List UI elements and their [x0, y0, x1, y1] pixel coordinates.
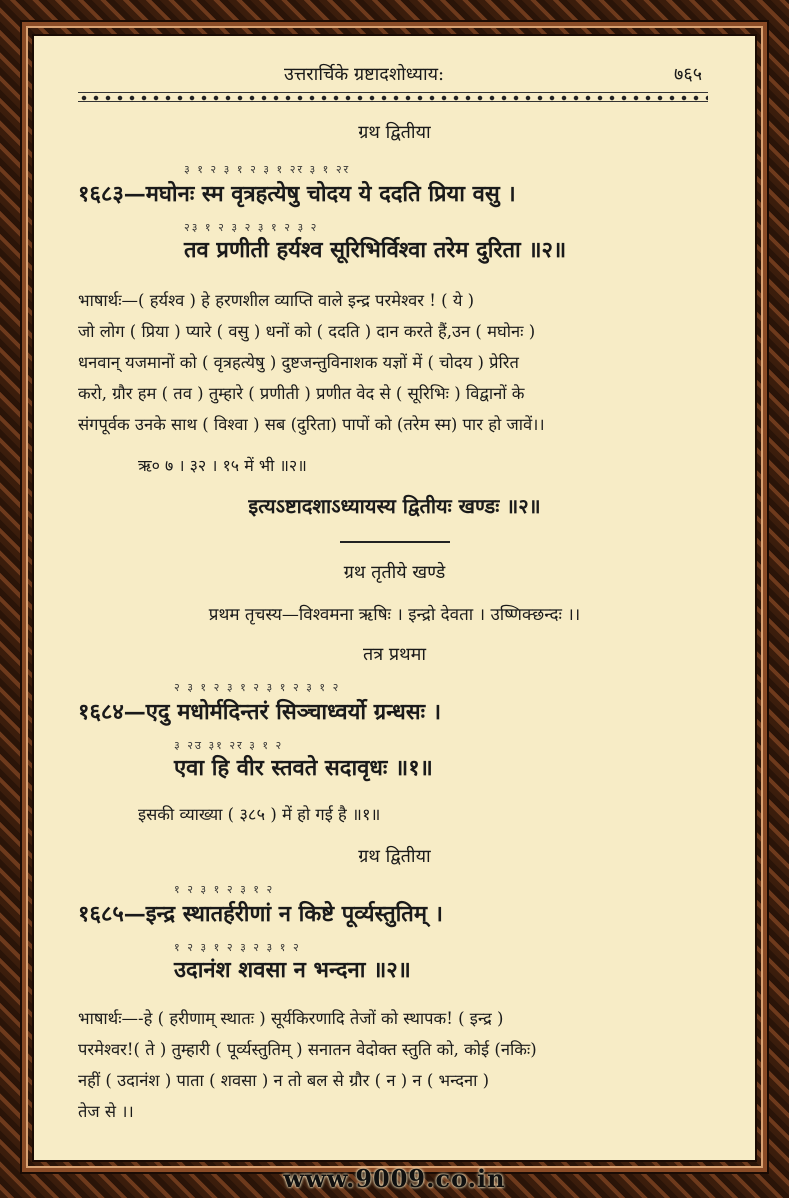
bhashya-3-line-3: नहीं ( उदानंश ) पाता ( शवसा ) न तो बल से ग्रौर ( न ) न ( भन्दना )	[78, 1071, 490, 1090]
mantra-1684-line-1: १६८४—एदु मधोर्मदिन्तरं सिञ्चाध्वर्यो ग्रन्धसः ।	[78, 699, 442, 725]
page-number: ७६५	[674, 64, 703, 85]
section3-svara-2: १ २ ३ १ २ ३ २ ३ १ २	[174, 941, 301, 954]
section2-intro: प्रथम तृचस्य—विश्वमना ऋषिः । इन्द्रो देवता । उष्णिक्छन्दः ।।	[208, 605, 581, 625]
book-page	[34, 36, 755, 1160]
section2-subheading: तत्र प्रथमा	[362, 644, 427, 665]
bhashya-1-line-1: भाषार्थः—( हर्यश्व ) हे हरणशील व्याप्ति वाले इन्द्र परमेश्वर ! ( ये )	[78, 291, 475, 310]
bhashya-3-line-4: तेज से ।।	[78, 1102, 134, 1121]
bhashya-3-line-1: भाषार्थः—-हे ( हरीणाम् स्थातः ) सूर्यकिरणादि तेजों को स्थापक! ( इन्द्र )	[78, 1009, 504, 1028]
section2-svara-2: ३ २उ ३१ २र ३ १ २	[174, 739, 284, 752]
mantra-1684-line-2: एवा हि वीर स्तवते सदावृधः ॥१॥	[174, 755, 433, 781]
mantra-1685-line-2: उदानंश शवसा न भन्दना ॥२॥	[174, 957, 411, 983]
section2-svara-1: २ ३ १ २ ३ १ २ ३ १ २ ३ १ २	[174, 681, 341, 694]
section1-heading: ग्रथ द्वितीया	[358, 122, 431, 143]
bhashya-1-line-3: धनवान् यजमानों को ( वृत्रहत्येषु ) दुष्टजन्तुविनाशक यज्ञों में ( चोदय ) प्रेरित	[78, 353, 519, 372]
mantra-1683-line-2: तव प्रणीती हर्यश्व सूरिभिर्विश्वा तरेम दुरिता ॥२॥	[184, 237, 567, 263]
section2-note: इसकी व्याख्या ( ३८५ ) में हो गई है ॥१॥	[138, 805, 381, 824]
bhashya-1-line-5: संगपूर्वक उनके साथ ( विश्वा ) सब (दुरिता) पापों को (तरेम स्म) पार हो जावें।।	[78, 415, 545, 434]
rigveda-reference: ऋ० ७ । ३२ । १५ में भी ॥२॥	[138, 456, 307, 475]
mantra-1685-line-1: १६८५—इन्द्र स्थातर्हरीणां न किष्टे पूर्व्यस्तुतिम् ।	[78, 901, 443, 927]
mantra-1683-line-1: १६८३—मघोनः स्म वृत्रहत्येषु चोदय ये ददति प्रिया वसु ।	[78, 181, 516, 207]
khanda-closing: इत्यऽष्टादशाऽध्यायस्य द्वितीयः खण्डः ॥२॥	[248, 494, 541, 518]
header-ornament-rule	[78, 92, 708, 102]
running-header-title: उत्तरार्चिके ग्रष्टादशोध्याय:	[284, 64, 445, 85]
section-separator	[340, 541, 450, 543]
section3-svara-1: १ २ ३ १ २ ३ १ २	[174, 883, 275, 896]
section1-svara-2: २३ १ २ ३ २ ३ १ २ ३ २	[184, 221, 319, 234]
section1-svara-1: ३ १ २ ३ १ २ ३ १ २र ३ १ २र	[184, 163, 351, 176]
bhashya-1-line-4: करो, ग्रौर हम ( तव ) तुम्हारे ( प्रणीती ) प्रणीत वेद से ( सूरिभिः ) विद्वानों के	[78, 384, 525, 403]
bhashya-3-line-2: परमेश्वर!( ते ) तुम्हारी ( पूर्व्यस्तुतिम् ) सनातन वेदोक्त स्तुति को, कोई (नकिः)	[78, 1040, 537, 1059]
section2-heading: ग्रथ तृतीये खण्डे	[343, 562, 446, 583]
section3-heading: ग्रथ द्वितीया	[358, 846, 431, 867]
bhashya-1-line-2: जो लोग ( प्रिया ) प्यारे ( वसु ) धनों को ( ददति ) दान करते हैं,उन ( मघोनः )	[78, 322, 536, 341]
website-watermark: www.9009.co.in	[283, 1164, 506, 1193]
